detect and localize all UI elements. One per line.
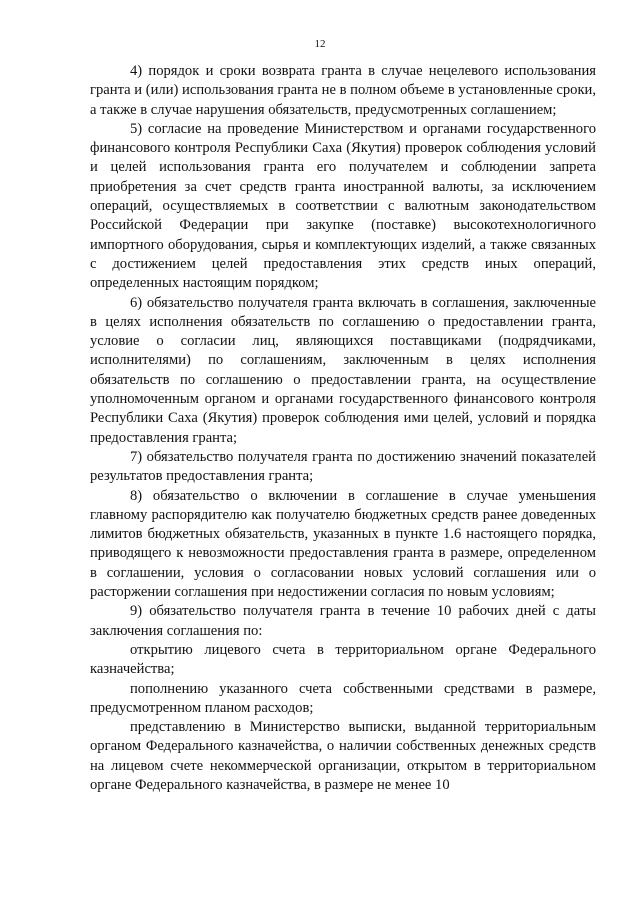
page-number: 12 [314,38,326,50]
paragraph-item-7: 7) обязательство получателя гранта по достижению значений показателей результатов предоставления гранта; [90,448,596,485]
paragraph-item-6: 6) обязательство получателя гранта включать в соглашения, заключенные в целях исполнения обязательств по соглашению о предоставлении гранта, условие о согласии лиц, являющихся поставщиками (подрядчиками, исполнителями) по соглашениям, заключенным в целях исполнения обязательств по соглашению о предоставлении гранта, на осуществление уполномоченным органом и органами государственного финансового контроля Республики Саха (Якутия) проверок соблюдения ими целей, условий и порядка предоставления гранта; [90,294,596,446]
paragraph-item-9: 9) обязательство получателя гранта в течение 10 рабочих дней с даты заключения соглашения по: [90,603,596,639]
paragraph-item-5: 5) согласие на проведение Министерством и органами государственного финансового контроля Республики Саха (Якутия) проверок соблюдения условий и целей использования гранта его получателем и соблюдении запрета приобретения за счет средств гранта иностранной валюты, за исключением операций, осуществляемых в соответствии с валютным законодательством Российской Федерации при закупке (поставке) высокотехнологичного импортного оборудования, сырья и комплектующих изделий, а также связанных с достижением целей предоставления этих средств иных операций, определенных настоящим порядком; [90,120,596,292]
paragraph-item-4: 4) порядок и сроки возврата гранта в случае нецелевого использования гранта и (или) использования гранта не в полном объеме в установленные сроки, а также в случае нарушения обязательств, предусмотренных соглашением; [90,63,596,118]
paragraph-subitem-account-opening: открытию лицевого счета в территориальном органе Федерального казначейства; [90,641,596,678]
paragraph-item-8: 8) обязательство о включении в соглашение в случае уменьшения главному распорядителю как получателю бюджетных средств ранее доведенных лимитов бюджетных обязательств, указанных в пункте 1.6 настоящего порядка, приводящего к невозможности предоставления гранта в размере, определенном в соглашении, условия о согласовании новых условий соглашения или о расторжении соглашения при недостижении согласия по новым условиям; [90,487,596,601]
paragraph-subitem-statement: представлению в Министерство выписки, выданной территориальным органом Федерального казначейства, о наличии собственных денежных средств на лицевом счете некоммерческой организации, открытом в территориальном органе Федерального казначейства, в размере не менее 10 [90,719,596,793]
document-body [90,62,596,795]
paragraph-subitem-account-funding: пополнению указанного счета собственными средствами в размере, предусмотренном планом расходов; [90,680,596,716]
